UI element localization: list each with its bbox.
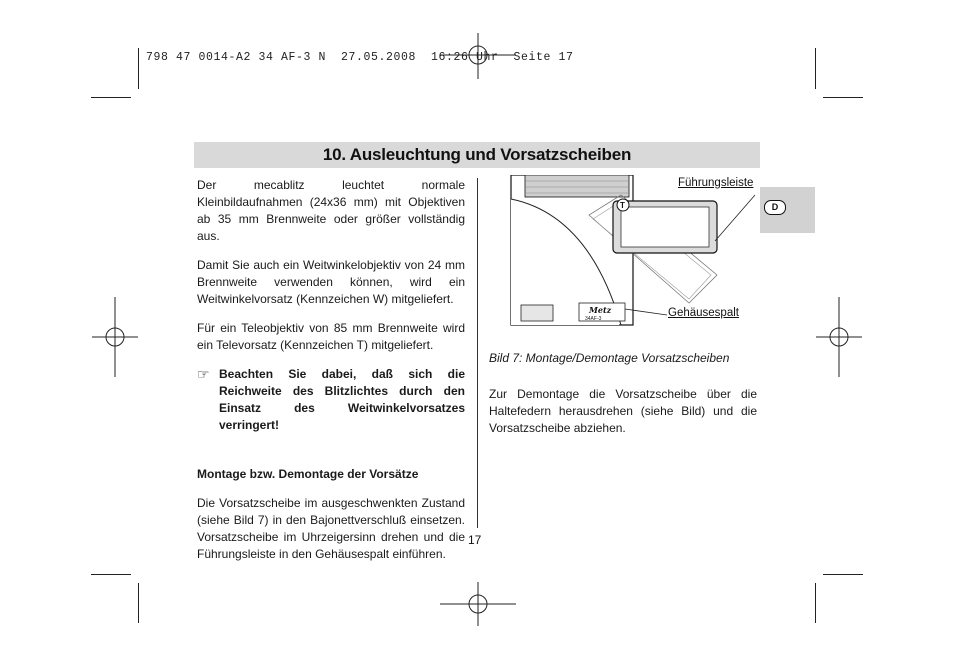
paragraph-mounting: Die Vorsatzscheibe im ausgeschwenkten Zustand (siehe Bild 7) in den Bajonettverschluß einsetzen. Vorsatzscheibe im Uhrzeigersinn drehen und die Führungsleiste in den Gehäusespalt einführen. [197,496,465,561]
figure-illustration [509,175,761,347]
figure-caption: Bild 7: Montage/Demontage Vorsatzscheiben [489,351,730,365]
right-column [489,386,757,449]
label-gehaeusespalt: Gehäusespalt [668,307,739,319]
section-title: 10. Ausleuchtung und Vorsatzscheiben [322,145,632,164]
registration-mark-left [92,297,138,377]
page-number: 17 [468,533,482,547]
crop-mark-bottom-right-v [815,583,816,623]
label-fuehrungsleiste: Führungsleiste [678,177,754,189]
model-label: 34AF-3 [585,316,602,322]
range-note [197,366,465,434]
tele-marker: T [620,201,625,210]
crop-mark-top-right-h [823,97,863,98]
print-slug: 798 47 0014-A2 34 AF-3 N 27.05.2008 16:26 Uhr Seite 17 [146,51,574,64]
pointing-hand-icon: ☞ [197,366,210,382]
paragraph-removal: Zur Demontage die Vorsatzscheibe über die Haltefedern herausdrehen (siehe Bild) und die Vorsatzscheibe abziehen. [489,387,757,435]
subheading-mounting: Montage bzw. Demontage der Vorsätze [197,467,419,481]
crop-mark-bottom-right-h [823,574,863,575]
column-divider [477,178,478,528]
language-badge: D [764,200,786,215]
paragraph-coverage: Der mecablitz leuchtet normale Kleinbildaufnahmen (24x36 mm) mit Objektiven ab 35 mm Brennweite oder größer vollständig aus. [197,178,465,243]
flash-diagram [509,175,761,347]
registration-mark-bottom [440,582,516,626]
left-column [197,177,465,575]
brand-logo: Metz [589,305,612,315]
crop-mark-top-left-h [91,97,131,98]
crop-mark-bottom-left-v [138,583,139,623]
crop-mark-bottom-left-h [91,574,131,575]
registration-mark-right [816,297,862,377]
language-tab [760,187,815,233]
paragraph-tele: Für ein Teleobjektiv von 85 mm Brennweite wird ein Televorsatz (Kennzeichen T) mitgeliefert. [197,321,465,352]
section-title-bar [194,142,760,168]
crop-mark-top-left-v [138,48,139,89]
range-note-text: Beachten Sie dabei, daß sich die Reichweite des Blitzlichtes durch den Einsatz des Weitwinkelvorsatzes verringert! [219,367,465,432]
paragraph-wide-angle: Damit Sie auch ein Weitwinkelobjektiv von 24 mm Brennweite verwenden können, wird ein Weitwinkelvorsatz (Kennzeichen W) mitgeliefert. [197,258,465,306]
crop-mark-top-right-v [815,48,816,89]
